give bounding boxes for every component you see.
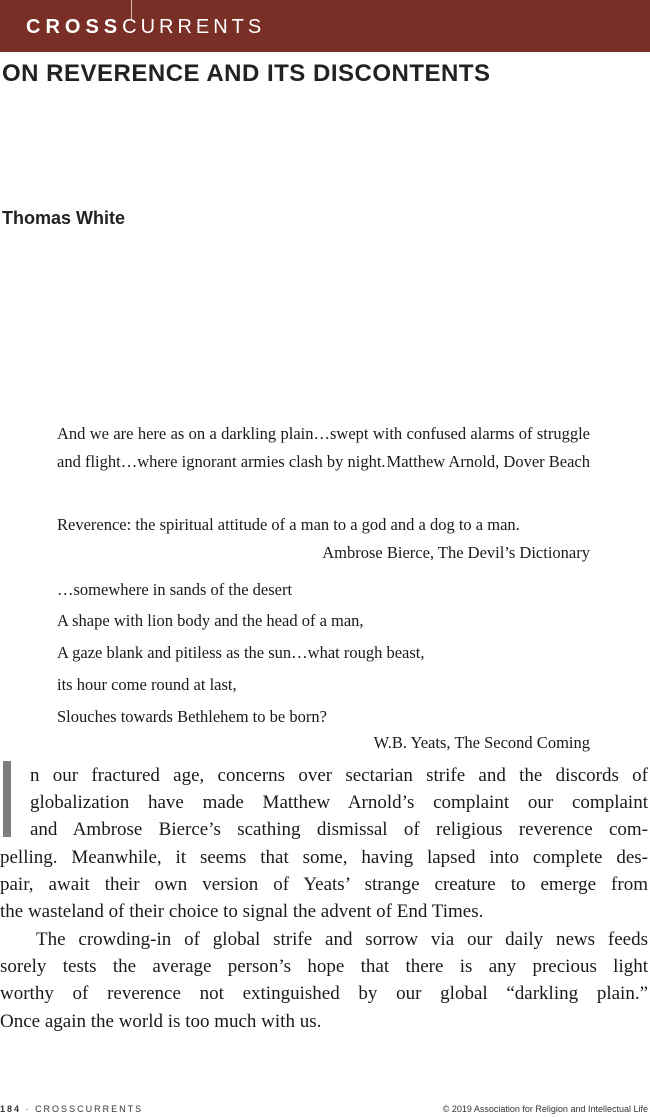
journal-header-band (0, 0, 650, 52)
verse-line: A shape with lion body and the head of a man, (57, 611, 364, 630)
verse-line: …somewhere in sands of the desert (57, 580, 293, 599)
epigraph-text: And we are here as on a darkling plain…swept with confused alarms of struggle and flight…where ignorant armies clash by night. (57, 424, 590, 471)
footer-running-head (0, 1104, 143, 1114)
body-line: The crowding-in of global strife and sorrow via our daily news feeds (36, 929, 648, 950)
journal-name-bold: CROSS (26, 16, 123, 38)
body-line: globalization have made Matthew Arnold’s complaint our complaint (30, 792, 648, 813)
verse-line: its hour come round at last, (57, 675, 237, 694)
footer-copyright: © 2019 Association for Religion and Intellectual Life (442, 1104, 648, 1114)
epigraph-text: Reverence: the spiritual attitude of a man to a god and a dog to a man. (57, 515, 520, 534)
epigraph-attribution: Ambrose Bierce, The Devil’s Dictionary (322, 542, 590, 562)
journal-name-light: CURRENTS (122, 16, 266, 38)
body-line: worthy of reverence not extinguished by our global “darkling plain.” (0, 983, 648, 1004)
body-line: sorely tests the average person’s hope that there is any precious light (0, 956, 648, 977)
article-title: ON REVERENCE AND ITS DISCONTENTS (2, 60, 491, 87)
body-line: pelling. Meanwhile, it seems that some, having lapsed into complete des- (0, 847, 648, 868)
verse-line: A gaze blank and pitiless as the sun…what rough beast, (57, 643, 425, 662)
footer-journal: CROSSCURRENTS (35, 1104, 144, 1114)
footer-separator: · (25, 1104, 31, 1114)
author-name: Thomas White (2, 208, 126, 228)
body-line: pair, await their own version of Yeats’ strange creature to emerge from (0, 874, 648, 895)
verse-attribution: W.B. Yeats, The Second Coming (373, 733, 590, 752)
body-line: Once again the world is too much with us. (0, 1011, 322, 1032)
epigraph-arnold (57, 420, 590, 475)
body-line: n our fractured age, concerns over sectarian strife and the discords of (30, 765, 648, 786)
body-line: and Ambrose Bierce’s scathing dismissal of religious reverence com- (30, 819, 648, 840)
journal-name (26, 15, 265, 39)
epigraph-bierce (57, 511, 590, 566)
page-number: 184 (0, 1104, 22, 1114)
drop-cap (3, 761, 11, 837)
verse-line: Slouches towards Bethlehem to be born? (57, 707, 327, 726)
epigraph-attribution: Matthew Arnold, Dover Beach (386, 451, 590, 471)
body-line: the wasteland of their choice to signal the advent of End Times. (0, 901, 484, 922)
